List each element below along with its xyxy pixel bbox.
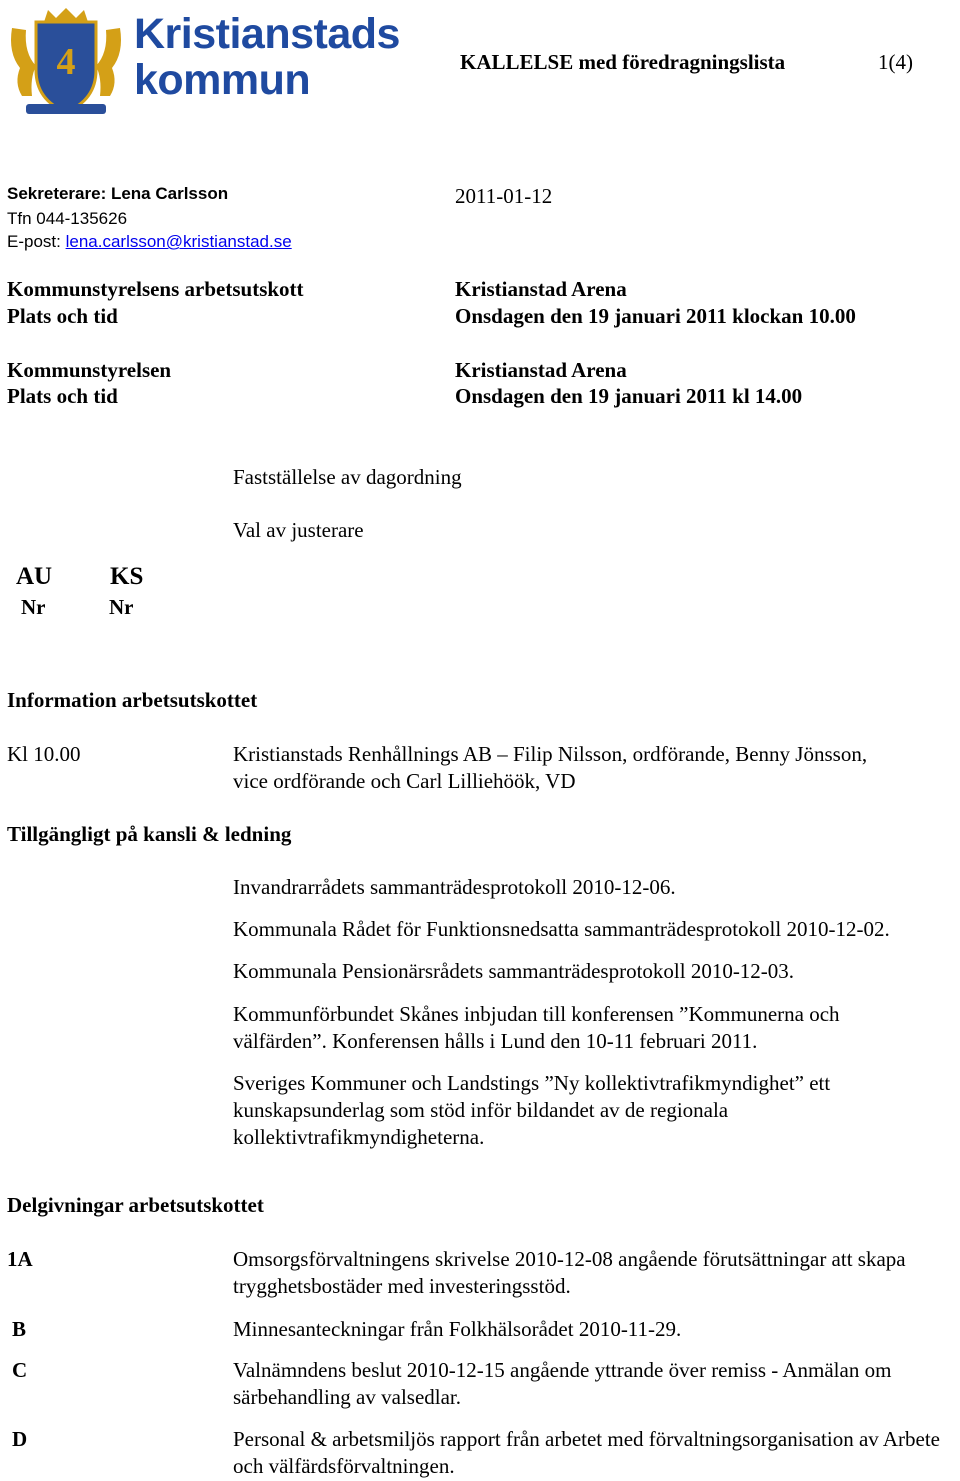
information-text: Kristianstads Renhållnings AB – Filip Nilsson, ordförande, Benny Jönsson, vice ordförande och Carl Lilliehöök, VD <box>233 742 868 793</box>
delgivning-id: 1A <box>7 1247 33 1271</box>
meeting1-body: Kommunstyrelsens arbetsutskott <box>7 277 304 301</box>
agenda-item-justerare: Val av justerare <box>233 518 364 542</box>
available-item: Kommunala Pensionärsrådets sammanträdesprotokoll 2010-12-03. <box>233 959 795 983</box>
delgivning-text: Omsorgsförvaltningens skrivelse 2010-12-08 angående förutsättningar att skapa trygghetsbostäder med investeringsstöd. <box>233 1247 906 1298</box>
meeting2-time: Onsdagen den 19 januari 2011 kl 14.00 <box>455 384 803 408</box>
available-item: Kommunala Rådet för Funktionsnedsatta sammanträdesprotokoll 2010-12-02. <box>233 917 890 941</box>
page-number: 1(4) <box>878 50 913 74</box>
agenda-item-dagordning: Fastställelse av dagordning <box>233 465 462 489</box>
delgivning-id: D <box>12 1427 28 1451</box>
meeting1-place: Kristianstad Arena <box>455 277 627 301</box>
document-date: 2011-01-12 <box>455 184 553 208</box>
email-label: E-post: <box>7 232 66 251</box>
crest-icon <box>6 8 126 120</box>
information-heading: Information arbetsutskottet <box>7 688 258 712</box>
logo-line1: Kristianstads <box>134 10 400 58</box>
delgivningar-heading: Delgivningar arbetsutskottet <box>7 1193 264 1217</box>
secretary-line: Sekreterare: Lena Carlsson <box>7 184 229 203</box>
column-ks: KS <box>110 563 144 590</box>
logo-line2: kommun <box>134 56 311 104</box>
meeting2-place-label: Plats och tid <box>7 384 118 408</box>
available-item: Kommunförbundet Skånes inbjudan till konferensen ”Kommunerna och välfärden”. Konferensen hålls i Lund den 10-11 februari 2011. <box>233 1002 840 1053</box>
meeting1-place-label: Plats och tid <box>7 304 118 328</box>
available-item: Sveriges Kommuner och Landstings ”Ny kollektivtrafikmyndighet” ett kunskapsunderlag som stöd inför bildandet av de regionala kollektivtrafikmyndigheterna. <box>233 1071 831 1149</box>
delgivning-text: Minnesanteckningar från Folkhälsorådet 2010-11-29. <box>233 1317 682 1341</box>
column-au: AU <box>16 563 53 590</box>
email-line <box>7 232 292 252</box>
information-time: Kl 10.00 <box>7 742 81 766</box>
column-au-nr: Nr <box>21 595 46 619</box>
delgivning-text: Personal & arbetsmiljös rapport från arbetet med förvaltningsorganisation av Arbete och välfärdsförvaltningen. <box>233 1427 940 1478</box>
delgivning-id: B <box>12 1317 27 1341</box>
kommun-logo <box>6 8 446 120</box>
meeting2-place: Kristianstad Arena <box>455 358 627 382</box>
phone-line: Tfn 044-135626 <box>7 209 128 228</box>
column-ks-nr: Nr <box>109 595 134 619</box>
document-title: KALLELSE med föredragningslista <box>460 50 786 74</box>
svg-text:4: 4 <box>56 41 76 83</box>
delgivning-id: C <box>12 1358 28 1382</box>
meeting2-body: Kommunstyrelsen <box>7 358 172 382</box>
available-heading: Tillgängligt på kansli & ledning <box>7 822 292 846</box>
meeting1-time: Onsdagen den 19 januari 2011 klockan 10.00 <box>455 304 856 328</box>
available-item: Invandrarrådets sammanträdesprotokoll 2010-12-06. <box>233 875 676 899</box>
delgivning-text: Valnämndens beslut 2010-12-15 angående yttrande över remiss - Anmälan om särbehandling av valsedlar. <box>233 1358 892 1409</box>
email-link[interactable]: lena.carlsson@kristianstad.se <box>65 232 292 251</box>
